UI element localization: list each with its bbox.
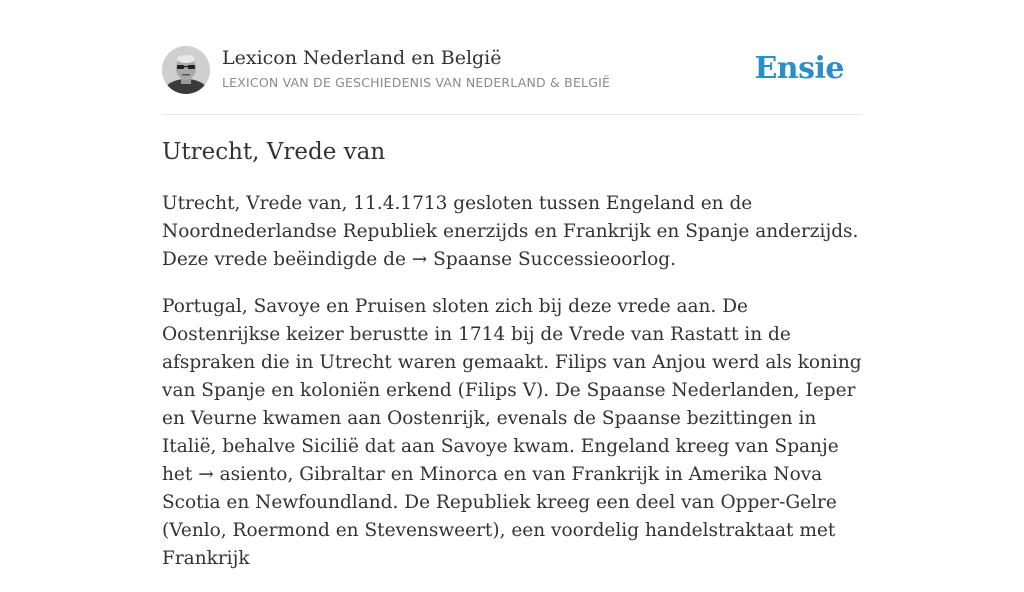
source-description: LEXICON VAN DE GESCHIEDENIS VAN NEDERLAND & BELGIË <box>222 75 611 90</box>
link-asiento[interactable]: → asiento <box>198 464 288 485</box>
portrait-icon <box>162 46 210 94</box>
ensie-logo[interactable]: Ensie <box>754 51 844 86</box>
paragraph-1-text: Utrecht, Vrede van, 11.4.1713 gesloten tussen Engeland en de Noordnederlandse Republiek enerzijds en Frankrijk en Spanje anderzijds. Deze vrede beëindigde de <box>162 193 859 270</box>
article-title: Utrecht, Vrede van <box>162 139 386 165</box>
paragraph-2 <box>162 293 862 573</box>
author-avatar[interactable] <box>162 46 210 94</box>
article-body <box>162 190 862 592</box>
paragraph-2-text-b: , Gibraltar en Minorca en van Frankrijk in Amerika Nova Scotia en Newfoundland. De Republiek kreeg een deel van Opper-Gelre (Venlo, Roermond en Stevensweert), een voordelig handelstraktaat met Frankrijk <box>162 464 837 569</box>
link-spaanse-successieoorlog[interactable]: → Spaanse Successieoorlog <box>411 249 671 270</box>
source-name[interactable]: Lexicon Nederland en België <box>222 47 502 69</box>
paragraph-1 <box>162 190 862 274</box>
paragraph-1-tail: . <box>670 249 677 270</box>
paragraph-2-text-a: Portugal, Savoye en Pruisen sloten zich bij deze vrede aan. De Oostenrijkse keizer berustte in 1714 bij de Vrede van Rastatt in de afspraken die in Utrecht waren gemaakt. Filips van Anjou werd als koning van Spanje en koloniën erkend (Filips V). De Spaanse Nederlanden, Ieper en Veurne kwamen aan Oostenrijk, evenals de Spaanse bezittingen in Italië, behalve Sicilië dat aan Savoye kwam. Engeland kreeg van Spanje het <box>162 296 862 485</box>
source-header <box>162 44 862 115</box>
